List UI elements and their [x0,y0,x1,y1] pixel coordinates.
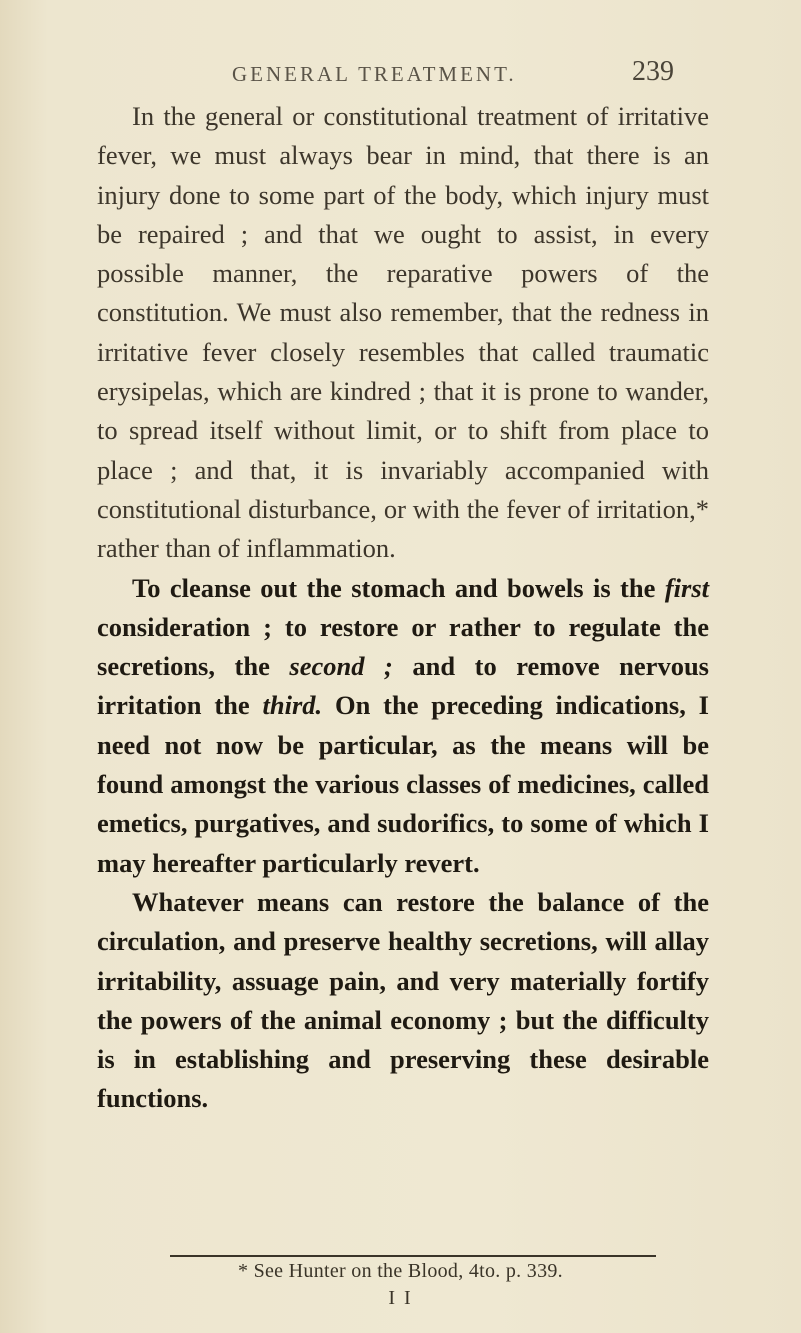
paragraph-2-segment: and to remove nervous irritation the [97,651,709,721]
paragraph-1 [97,97,709,569]
paragraph-1-text: In the general or constitutional treatment of irritative fever, we must always bear in mind, that there is an injury done to some part of the body, which injury must be repaired ; and that we ought to assist, in every possible manner, the reparative powers of the constitution. We must also remember, that the redness in irritative fever closely resembles that called traumatic erysipelas, which are kindred ; that it is prone to wander, to spread itself without limit, or to shift from place to place ; and that, it is invariably accompanied with constitutional disturbance, or with the fever of irritation,* rather than of inflammation. [97,101,709,564]
running-head [0,56,801,96]
paragraph-2 [97,569,709,883]
paragraph-2-segment: To cleanse out the stomach and bowels is the [132,572,665,603]
running-title: GENERAL TREATMENT. [232,62,517,86]
paragraph-2-italic-second: second ; [289,651,393,682]
body-text [97,97,709,1119]
signature-mark: I I [388,1287,413,1309]
paragraph-3 [97,883,709,1119]
paragraph-2-italic-third: third. [262,690,323,721]
footnote: * See Hunter on the Blood, 4to. p. 339. [237,1260,563,1282]
footnote-rule [170,1255,656,1257]
paragraph-2-segment: On the preceding indications, I need not now be particular, as the means will be found amongst the various classes of medicines, called emetics, purgatives, and sudorifics, to some of which I may hereafter particularly revert. [97,690,709,878]
paragraph-2-italic-first: first [664,572,709,603]
paragraph-2-segment: consideration ; to restore or rather to regulate the secretions, the [97,611,709,682]
paragraph-3-text: Whatever means can restore the balance of the circulation, and preserve healthy secretions, will allay irritability, assuage pain, and very materially fortify the powers of the animal economy ; but the difficulty is in establishing and preserving these desirable functions. [97,886,709,1114]
page-number: 239 [632,56,674,87]
